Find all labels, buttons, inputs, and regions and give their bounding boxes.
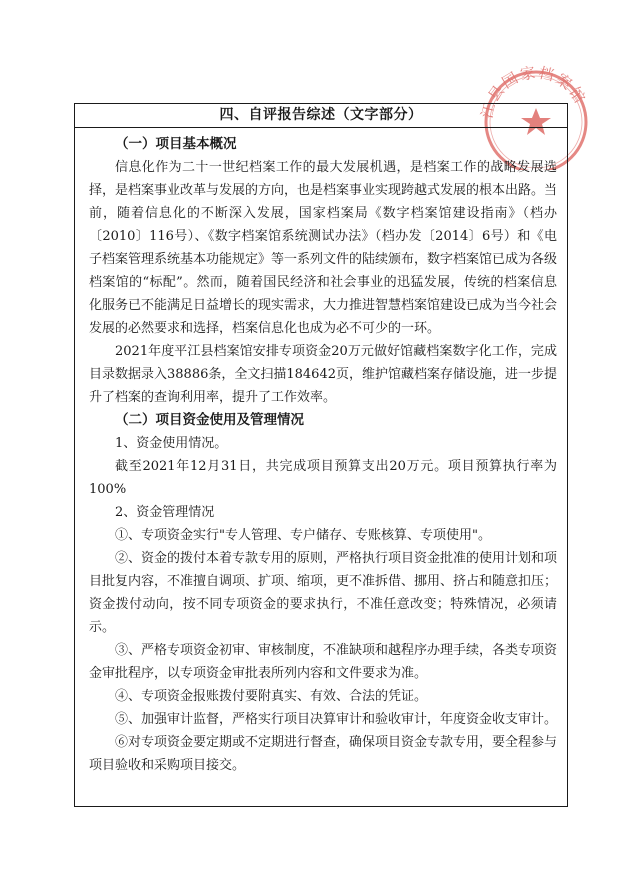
rule-item: ③、严格专项资金初审、审核制度，不准缺项和越程序办理手续，各类专项资金审批程序，以专项资金审批表所列内容和文件要求为准。 bbox=[89, 643, 558, 681]
section-title: 四、自评报告综述（文字部分） bbox=[75, 104, 567, 128]
item1-title: 1、资金使用情况。 bbox=[115, 436, 228, 451]
rule-item: ⑤、加强审计监督，严格实行项目决算审计和验收审计，年度资金收支审计。 bbox=[115, 712, 558, 727]
rule-item: ②、资金的拨付本着专款专用的原则，严格执行项目资金批准的使用计划和项目批复内容，不准擅自调项、扩项、缩项，更不准拆借、挪用、挤占和随意扣压；资金拨付动向，按不同专项资金的要求执行，不准任意改变；特殊情况，必须请示。 bbox=[89, 551, 558, 635]
rule-item: ④、专项资金报账拨付要附真实、有效、合法的凭证。 bbox=[115, 689, 428, 704]
part1-paragraph-2: 2021年度平江县档案馆安排专项资金20万元做好馆藏档案数字化工作，完成目录数据录入38886条，全文扫描184642页，维护馆藏档案存储设施，进一步提升了档案的查询利用率，提升了工作效率。 bbox=[89, 344, 557, 405]
rule-item: ⑥对专项资金要定期或不定期进行督查，确保项目资金专款专用，要全程参与项目验收和采购项目接交。 bbox=[89, 735, 558, 773]
item2-title: 2、资金管理情况 bbox=[115, 505, 215, 520]
part1-paragraph-1: 信息化作为二十一世纪档案工作的最大发展机遇，是档案工作的战略发展选择，是档案事业改革与发展的方向，也是档案事业实现跨越式发展的根本出路。当前，随着信息化的不断深入发展，国家档案局《数字档案馆建设指南》（档办〔2010〕116号）、《数字档案馆系统测试办法》（档办发〔2014〕6号）和《电子档案管理系统基本功能规定》等一系列文件的陆续颁布，数字档案馆已成为各级档案馆的“标配”。然而，随着国民经济和社会事业的迅猛发展，传统的档案信息化服务已不能满足日益增长的现实需求，大力推进智慧档案馆建设已成为当今社会发展的必然要求和选择，档案信息化也成为必不可少的一环。 bbox=[89, 160, 558, 336]
item1-text: 截至2021年12月31日，共完成项目预算支出20万元。项目预算执行率为100% bbox=[89, 459, 557, 497]
report-frame bbox=[74, 103, 568, 807]
seal-text: 江县国家档案馆 bbox=[477, 63, 590, 121]
report-content bbox=[89, 133, 557, 777]
part2-heading: （二）项目资金使用及管理情况 bbox=[115, 412, 304, 428]
rule-item: ①、专项资金实行"专人管理、专户储存、专账核算、专项使用"。 bbox=[115, 528, 491, 543]
part1-heading: （一）项目基本概况 bbox=[115, 136, 237, 152]
